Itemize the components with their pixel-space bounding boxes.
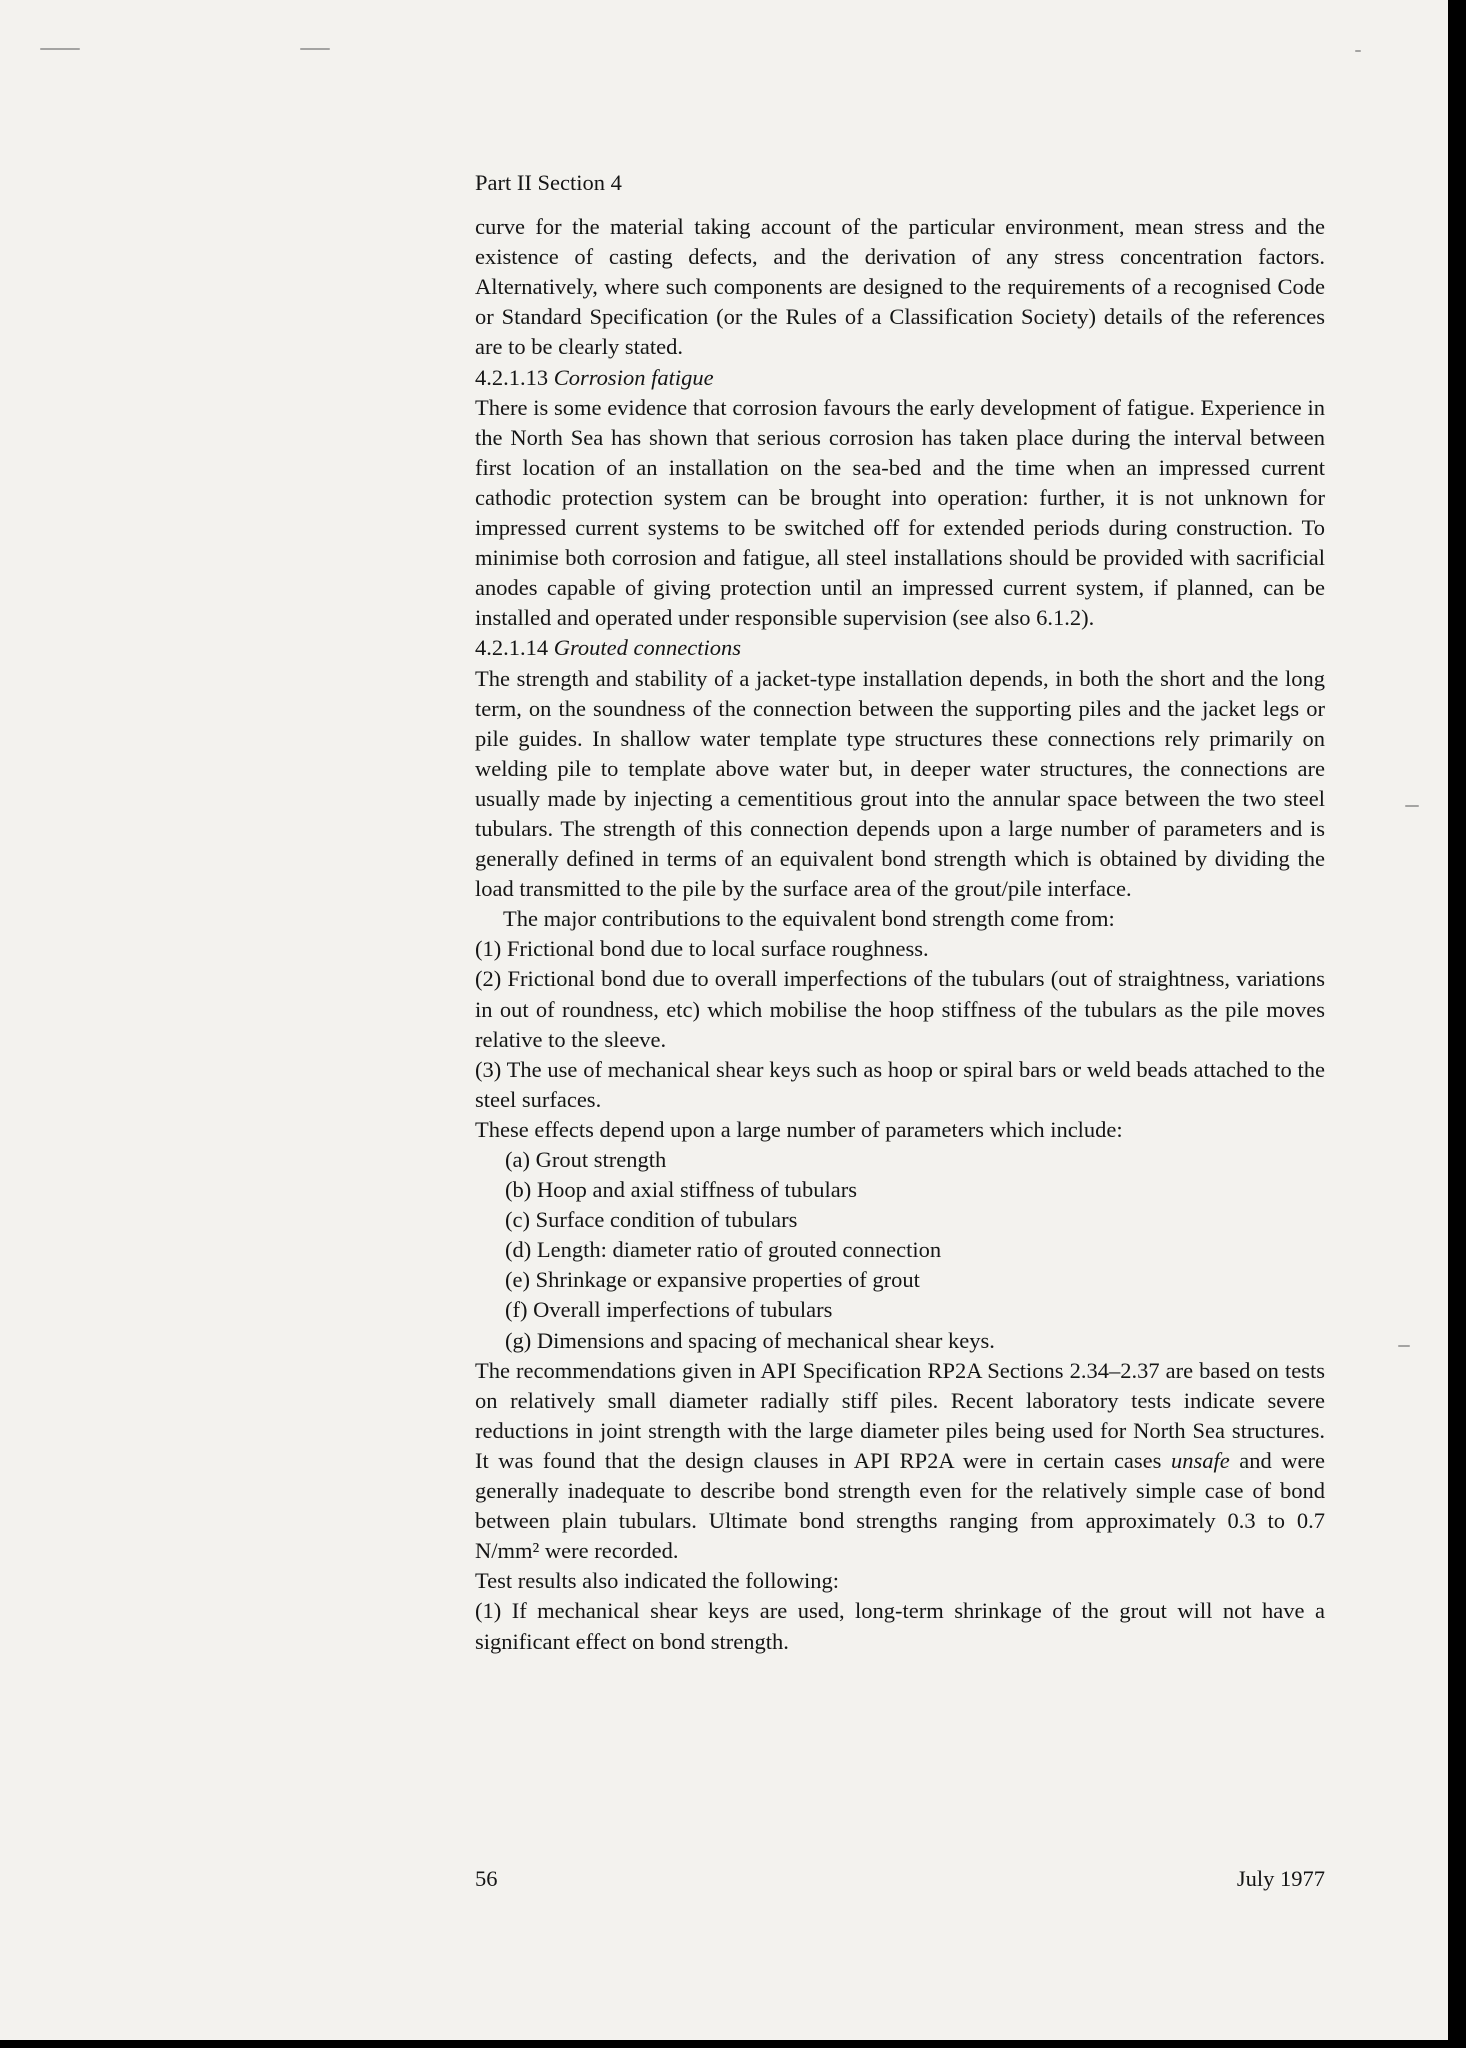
- subsection-number: 4.2.1.14: [475, 635, 549, 661]
- list-item: (c) Surface condition of tubulars: [505, 1207, 798, 1233]
- list-item: (f) Overall imperfections of tubulars: [505, 1297, 833, 1323]
- paragraph: The strength and stability of a jacket-type installation depends, in both the short and the long term, on the soundness of the connection between the supporting piles and the jacket legs or pile guides. In shallow water template type structures these connections rely primarily on welding pile to template above water but, in deeper water structures, the connections are usually made by injecting a cementitious grout into the annular space between the two steel tubulars. The strength of this connection depends upon a large number of parameters and is generally defined in terms of an equivalent bond strength which is obtained by dividing the load transmitted to the pile by the surface area of the grout/pile interface.: [475, 665, 1325, 902]
- paragraph: There is some evidence that corrosion favours the early development of fatigue. Experience in the North Sea has shown that serious corrosion has taken place during the interval between first location of an installation on the sea-bed and the time when an impressed current cathodic protection system can be brought into operation: further, it is not unknown for impressed current systems to be switched off for extended periods during construction. To minimise both corrosion and fatigue, all steel installations should be provided with sacrificial anodes capable of giving protection until an impressed current system, if planned, can be installed and operated under responsible supervision (see also 6.1.2).: [475, 394, 1325, 631]
- list-item: (b) Hoop and axial stiffness of tubulars: [505, 1177, 858, 1203]
- paragraph: These effects depend upon a large number of parameters which include:: [475, 1116, 1123, 1142]
- list-item: (a) Grout strength: [505, 1147, 667, 1172]
- paragraph-text: The recommendations given in API Specification RP2A Sections 2.34–2.37 are based on tests on relatively small diameter radially stiff piles. Recent laboratory tests indicate severe reductions in joint strength with the large diameter piles being used for North Sea structures. It was found that the design clauses in API RP2A were in certain cases: [475, 1357, 1325, 1473]
- paragraph: The major contributions to the equivalent bond strength come from:: [503, 906, 1115, 932]
- scan-mark: [1398, 1345, 1410, 1347]
- paragraph: Test results also indicated the following:: [475, 1568, 839, 1594]
- list-item: (e) Shrinkage or expansive properties of grout: [505, 1267, 920, 1293]
- paragraph: curve for the material taking account of the particular environment, mean stress and the existence of casting defects, and the derivation of any stress concentration factors. Alternatively, where such components are designed to the requirements of a recognised Code or Standard Specification (or the Rules of a Classification Society) details of the references are to be clearly stated.: [475, 214, 1325, 360]
- list-item: (3) The use of mechanical shear keys such as hoop or spiral bars or weld beads attached to the steel surfaces.: [475, 1056, 1325, 1112]
- paragraph-text: and were generally inadequate to describe bond strength even for the relatively simple case of bond between plain tubulars. Ultimate bond strengths ranging from approximately 0.3 to 0.7 N/mm² were recorded.: [475, 1447, 1326, 1564]
- subsection-heading: [475, 363, 1325, 393]
- list-item: (d) Length: diameter ratio of grouted connection: [505, 1237, 942, 1263]
- paragraph: [475, 1356, 1325, 1567]
- subsection-title: Grouted connections: [553, 635, 742, 661]
- subsection-heading: [475, 633, 1325, 663]
- list-item: (1) Frictional bond due to local surface roughness.: [475, 936, 929, 962]
- page-number: 56: [475, 1866, 498, 1891]
- document-body: [475, 168, 1325, 1657]
- section-header: Part II Section 4: [475, 170, 622, 195]
- scan-mark: [1355, 50, 1361, 52]
- scan-mark: [300, 48, 330, 50]
- subsection-number: 4.2.1.13: [475, 364, 549, 390]
- emphasis-text: unsafe: [1170, 1447, 1230, 1473]
- publication-date: July 1977: [1236, 1866, 1325, 1891]
- scan-mark: [1405, 805, 1419, 807]
- subsection-title: Corrosion fatigue: [553, 364, 714, 390]
- list-item: (2) Frictional bond due to overall imperfections of the tubulars (out of straightness, variations in out of roundness, etc) which mobilise the hoop stiffness of the tubulars as the pile moves relative to the sleeve.: [475, 966, 1325, 1052]
- scan-mark: [40, 48, 80, 50]
- list-item: (1) If mechanical shear keys are used, long-term shrinkage of the grout will not have a significant effect on bond strength.: [475, 1598, 1325, 1654]
- list-item: (g) Dimensions and spacing of mechanical shear keys.: [505, 1327, 995, 1353]
